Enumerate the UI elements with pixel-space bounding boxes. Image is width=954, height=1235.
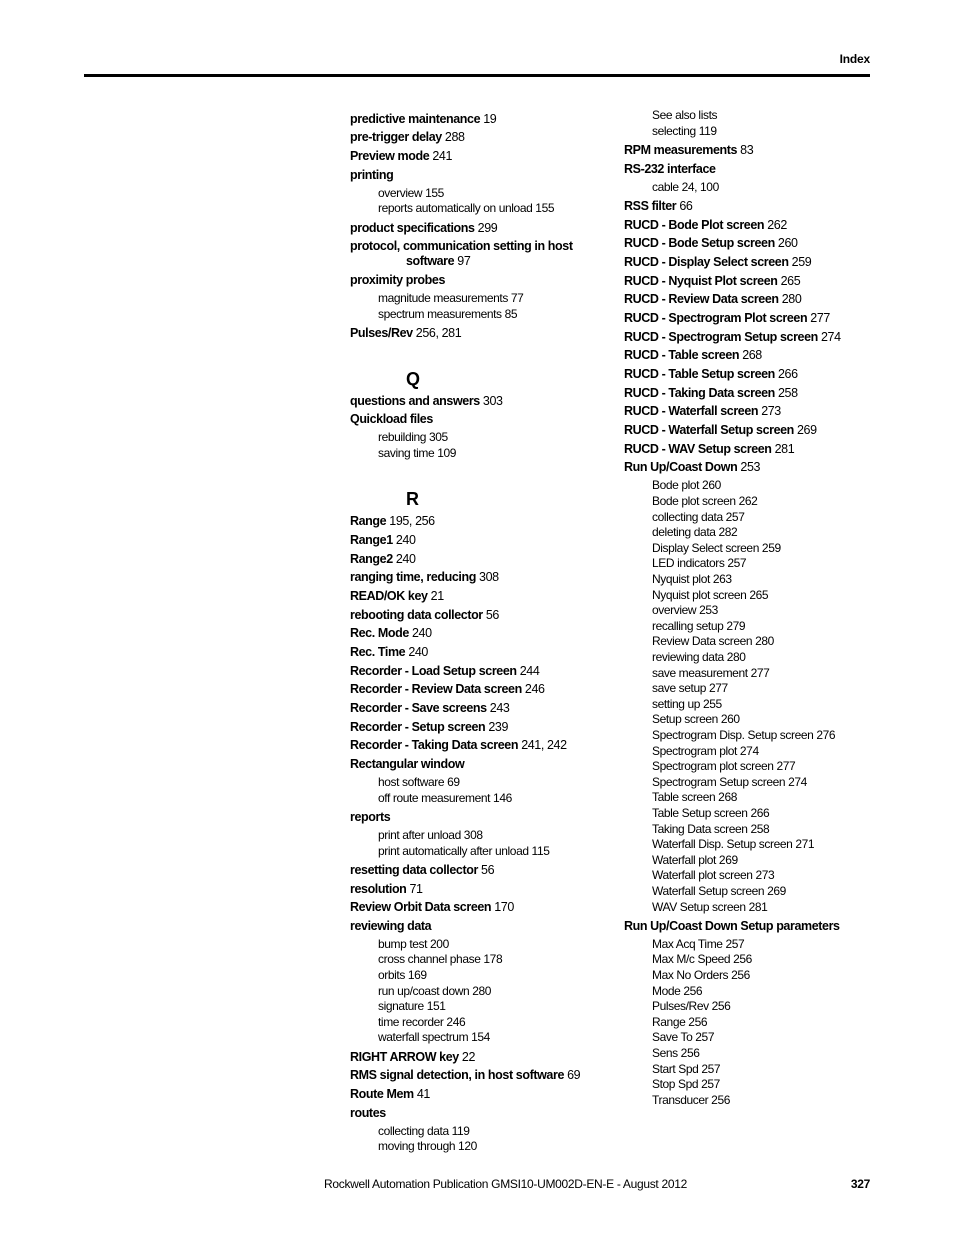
index-entry (350, 1068, 600, 1083)
entry-term: RUCD - Review Data screen (624, 292, 779, 307)
subentry-list (350, 430, 600, 461)
index-entry (350, 863, 600, 878)
entry-pages: 241, 242 (521, 738, 567, 753)
entry-pages: 170 (494, 900, 514, 915)
entry-pages: 71 (409, 881, 423, 896)
entry-pages: 258 (778, 385, 798, 400)
entry-term: RUCD - Waterfall screen (624, 404, 759, 419)
entry-pages: 262 (767, 217, 787, 232)
index-subentry: Stop Spd 257 (652, 1077, 720, 1092)
index-subentry: Spectrogram plot 274 (652, 743, 759, 758)
entry-term: Range (350, 514, 387, 529)
entry-pages: 259 (791, 254, 812, 269)
index-entry (624, 330, 874, 345)
entry-term: product specifications (350, 220, 475, 235)
index-entry (350, 394, 600, 409)
index-subentry: Table screen 268 (652, 790, 737, 805)
entry-term: Run Up/Coast Down Setup parameters (624, 918, 840, 933)
entry-term: RUCD - Display Select screen (624, 254, 789, 269)
index-entry (350, 326, 600, 341)
subentry-list (624, 108, 874, 139)
index-subentry: moving through 120 (378, 1139, 477, 1154)
entry-pages: 274 (820, 329, 841, 344)
index-subentry: Setup screen 260 (652, 712, 740, 727)
subentry-list (624, 478, 874, 915)
index-subentry: Bode plot 260 (652, 478, 721, 493)
index-entry (624, 442, 874, 457)
index-entry (350, 168, 600, 183)
entry-term: Review Orbit Data screen (350, 900, 492, 915)
entry-pages: 269 (797, 423, 817, 438)
index-subentry: reviewing data 280 (652, 650, 746, 664)
index-subentry: Waterfall Setup screen 269 (652, 883, 786, 898)
entry-term: RMS signal detection, in host software (350, 1068, 564, 1083)
entry-term: resolution (350, 881, 407, 896)
index-entry (350, 112, 600, 127)
footer-publication: Rockwell Automation Publication GMSI10-UM002D-EN-E - August 2012 (324, 1177, 687, 1191)
index-subentry: collecting data 119 (378, 1123, 470, 1138)
subentry-list (624, 937, 874, 1109)
entry-term: RUCD - Table Setup screen (624, 367, 775, 382)
index-subentry: Waterfall plot 269 (652, 852, 738, 867)
index-entry (624, 236, 874, 251)
entry-term: predictive maintenance (350, 111, 481, 126)
index-entry (624, 199, 874, 214)
index-subentry: run up/coast down 280 (378, 983, 492, 998)
index-entry (350, 239, 600, 269)
index-subentry: Sens 256 (652, 1045, 700, 1060)
entry-pages: 22 (461, 1049, 476, 1064)
entry-term: Recorder - Save screens (350, 701, 487, 715)
entry-term: Range1 (350, 532, 393, 547)
index-entry (350, 589, 600, 604)
index-subentry: host software 69 (378, 775, 460, 790)
entry-continuation (350, 254, 600, 269)
entry-term: RUCD - Spectrogram Setup screen (624, 329, 818, 344)
index-subentry: Max M/c Speed 256 (652, 952, 752, 967)
subentry-list (350, 291, 600, 322)
index-entry (350, 514, 600, 529)
entry-term: RSS filter (624, 198, 677, 213)
index-entry (350, 221, 600, 236)
index-subentry: Taking Data screen 258 (652, 821, 770, 836)
entry-term: Quickload files (350, 412, 433, 427)
entry-term: Recorder - Review Data screen (350, 682, 522, 697)
index-entry (624, 292, 874, 307)
entry-term: Rec. Mode (350, 626, 409, 641)
entry-pages: 66 (679, 198, 693, 213)
index-entry (350, 701, 600, 716)
index-column-right (624, 108, 874, 1108)
entry-term: routes (350, 1105, 386, 1120)
index-subentry: Nyquist plot screen 265 (652, 587, 769, 602)
entry-pages: 240 (395, 532, 416, 547)
index-entry (350, 1050, 600, 1065)
index-entry (350, 570, 600, 585)
entry-term: RUCD - WAV Setup screen (624, 441, 772, 456)
index-subentry: save setup 277 (652, 681, 728, 696)
entry-term: Pulses/Rev (350, 325, 413, 340)
index-entry (350, 664, 600, 679)
entry-term: proximity probes (350, 273, 446, 287)
entry-term: RUCD - Waterfall Setup screen (624, 423, 794, 438)
section-letter: Q (406, 368, 421, 389)
entry-pages: 268 (742, 348, 762, 363)
index-entry (624, 367, 874, 382)
index-entry (624, 274, 874, 289)
index-entry (350, 682, 600, 697)
entry-term: RIGHT ARROW key (350, 1049, 459, 1064)
entry-term: RUCD - Nyquist Plot screen (624, 273, 778, 288)
entry-term: Route Mem (350, 1087, 414, 1102)
entry-pages: 273 (761, 404, 781, 419)
index-entry (350, 130, 600, 145)
index-entry (350, 645, 600, 660)
entry-term-continued: software (406, 254, 455, 269)
entry-pages: 241 (432, 149, 452, 164)
index-subentry: LED indicators 257 (652, 556, 747, 571)
entry-term: Preview mode (350, 149, 430, 164)
entry-pages: 56 (485, 607, 499, 622)
index-subentry: overview 155 (378, 185, 444, 200)
index-entry (350, 412, 600, 427)
index-entry (350, 757, 600, 772)
subentry-list (624, 180, 874, 196)
entry-term: RUCD - Table screen (624, 348, 740, 363)
entry-pages: 195, 256 (389, 514, 435, 529)
index-subentry: bump test 200 (378, 936, 449, 951)
header-rule (84, 74, 870, 77)
entry-term: RUCD - Spectrogram Plot screen (624, 310, 808, 325)
entry-pages: 280 (781, 292, 802, 307)
index-subentry: Table Setup screen 266 (652, 805, 770, 820)
index-subentry: Transducer 256 (652, 1092, 731, 1107)
entry-term: resetting data collector (350, 862, 478, 877)
index-subentry: save measurement 277 (652, 665, 770, 680)
index-entry (350, 919, 600, 934)
index-subentry: Max Acq Time 257 (652, 936, 745, 951)
entry-pages: 303 (482, 393, 503, 408)
index-subentry: Save To 257 (652, 1030, 715, 1045)
entry-term: pre-trigger delay (350, 130, 442, 145)
index-entry (350, 1087, 600, 1102)
entry-pages: 83 (740, 142, 754, 157)
index-subentry: See also lists (652, 108, 718, 122)
index-subentry: print after unload 308 (378, 827, 483, 842)
entry-pages: 281 (774, 441, 795, 456)
page-number: 327 (850, 1177, 870, 1191)
index-entry (624, 143, 874, 158)
index-subentry: orbits 169 (378, 968, 427, 983)
entry-pages: 288 (444, 130, 465, 145)
entry-term: rebooting data collector (350, 607, 483, 622)
entry-term: ranging time, reducing (350, 570, 476, 585)
entry-pages: 253 (740, 460, 761, 475)
entry-pages: 41 (416, 1087, 430, 1102)
entry-pages: 277 (810, 310, 830, 325)
index-entry (624, 423, 874, 438)
index-subentry: overview 253 (652, 603, 718, 618)
entry-pages: 244 (519, 663, 540, 678)
index-entry (350, 273, 600, 288)
entry-pages: 240 (408, 644, 428, 659)
index-entry (624, 162, 874, 177)
index-entry (624, 460, 874, 475)
index-entry (350, 149, 600, 164)
index-subentry: time recorder 246 (378, 1014, 466, 1029)
entry-pages: 266 (778, 367, 798, 382)
index-subentry: Mode 256 (652, 983, 703, 998)
entry-term: RUCD - Bode Plot screen (624, 217, 765, 232)
index-subentry: cross channel phase 178 (378, 952, 503, 967)
entry-pages: 97 (457, 254, 471, 269)
index-subentry: Start Spd 257 (652, 1061, 721, 1076)
index-subentry: recalling setup 279 (652, 618, 746, 633)
index-entry (350, 1106, 600, 1121)
entry-term: reports (350, 809, 391, 824)
index-entry (350, 810, 600, 825)
entry-term: questions and answers (350, 393, 480, 408)
index-column-left (350, 108, 600, 1155)
entry-term: Range2 (350, 551, 393, 566)
entry-pages: 240 (395, 551, 416, 566)
index-subentry: WAV Setup screen 281 (652, 899, 768, 914)
subentry-list (350, 775, 600, 806)
index-subentry: Review Data screen 280 (652, 634, 774, 649)
index-entry (624, 919, 874, 934)
index-subentry: Pulses/Rev 256 (652, 999, 731, 1014)
entry-term: RPM measurements (624, 142, 738, 157)
running-header: Index (839, 52, 870, 66)
index-subentry: waterfall spectrum 154 (378, 1030, 490, 1045)
entry-pages: 265 (780, 273, 801, 288)
entry-term: Recorder - Taking Data screen (350, 738, 519, 753)
entry-pages: 256, 281 (415, 325, 462, 340)
index-entry (350, 608, 600, 623)
index-entry (624, 218, 874, 233)
index-entry (624, 255, 874, 270)
index-subentry: Display Select screen 259 (652, 540, 781, 555)
entry-pages: 239 (488, 719, 509, 734)
entry-term: READ/OK key (350, 588, 428, 603)
index-entry (350, 900, 600, 915)
entry-pages: 308 (479, 570, 499, 585)
index-subentry: off route measurement 146 (378, 790, 512, 805)
entry-term: RS-232 interface (624, 161, 716, 176)
entry-term: Rec. Time (350, 644, 406, 659)
subentry-list (350, 186, 600, 217)
entry-term: Rectangular window (350, 757, 465, 772)
entry-term: RUCD - Bode Setup screen (624, 236, 775, 251)
index-subentry: Range 256 (652, 1014, 708, 1029)
index-entry (350, 552, 600, 567)
index-subentry: saving time 109 (378, 445, 457, 460)
entry-pages: 243 (489, 701, 510, 715)
entry-term: Run Up/Coast Down (624, 460, 738, 475)
index-subentry: setting up 255 (652, 696, 722, 711)
entry-term: protocol, communication setting in host (350, 239, 573, 254)
index-subentry: Spectrogram plot screen 277 (652, 759, 796, 774)
section-letter: R (406, 489, 419, 510)
index-subentry: signature 151 (378, 999, 446, 1014)
entry-pages: 56 (481, 862, 495, 877)
entry-pages: 246 (524, 682, 545, 697)
index-entry (350, 720, 600, 735)
entry-term: RUCD - Taking Data screen (624, 385, 775, 400)
subentry-list (350, 937, 600, 1046)
subentry-list (350, 1124, 600, 1155)
entry-pages: 260 (777, 236, 798, 251)
index-subentry: magnitude measurements 77 (378, 291, 524, 305)
index-entry (350, 533, 600, 548)
index-subentry: Waterfall Disp. Setup screen 271 (652, 837, 815, 852)
subentry-list (350, 828, 600, 859)
index-entry (350, 738, 600, 753)
entry-term: Recorder - Load Setup screen (350, 663, 517, 678)
index-entry (624, 348, 874, 363)
index-subentry: Spectrogram Setup screen 274 (652, 774, 807, 789)
index-subentry: reports automatically on unload 155 (378, 201, 555, 216)
index-subentry: spectrum measurements 85 (378, 306, 518, 321)
entry-pages: 69 (567, 1068, 581, 1083)
index-subentry: Spectrogram Disp. Setup screen 276 (652, 727, 836, 742)
index-subentry: print automatically after unload 115 (378, 843, 550, 858)
index-subentry: Bode plot screen 262 (652, 494, 758, 509)
index-entry (624, 311, 874, 326)
entry-term: printing (350, 167, 394, 182)
entry-term: reviewing data (350, 918, 432, 933)
index-entry (624, 404, 874, 419)
index-subentry: Max No Orders 256 (652, 967, 750, 982)
entry-pages: 299 (477, 220, 498, 235)
index-subentry: deleting data 282 (652, 525, 738, 540)
index-entry (350, 626, 600, 641)
index-subentry: Nyquist plot 263 (652, 572, 732, 587)
index-entry (624, 386, 874, 401)
entry-pages: 19 (483, 111, 497, 126)
entry-pages: 240 (412, 626, 432, 641)
index-subentry: collecting data 257 (652, 509, 745, 524)
index-subentry: selecting 119 (652, 123, 717, 138)
entry-pages: 21 (430, 588, 444, 603)
index-subentry: cable 24, 100 (652, 179, 719, 194)
index-subentry: Waterfall plot screen 273 (652, 868, 775, 883)
index-subentry: rebuilding 305 (378, 430, 448, 445)
index-entry (350, 882, 600, 897)
entry-term: Recorder - Setup screen (350, 719, 486, 734)
